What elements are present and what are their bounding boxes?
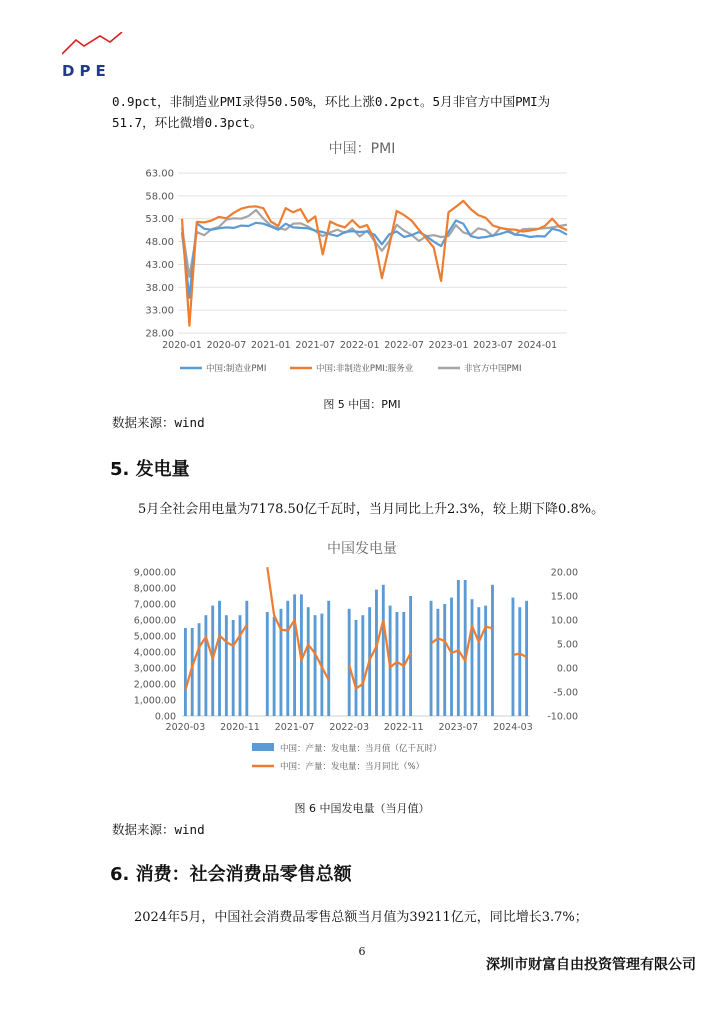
pmi-x-tick-label: 2023-01 (428, 340, 469, 351)
power-y-tick-label: 3,000.00 (133, 663, 176, 675)
power-x-tick-label: 2024-03 (493, 722, 533, 733)
power-bar (464, 580, 467, 716)
power-bar (239, 615, 242, 716)
power-bar (430, 601, 433, 716)
section-5-heading: 5. 发电量 (110, 459, 190, 480)
power-y-tick-label: 1,000.00 (133, 695, 176, 707)
power-bar (314, 615, 317, 716)
section-6-heading: 6. 消费：社会消费品零售总额 (110, 864, 352, 885)
power-bar (355, 620, 358, 716)
power-bar (436, 609, 439, 716)
power-bar (512, 598, 515, 716)
intro-line-2: 51.7，环比微增0.3pct。 (112, 115, 263, 130)
power-bar (198, 623, 201, 716)
pmi-y-tick-label: 63.00 (145, 168, 174, 180)
power-y2-tick-label: 15.00 (550, 591, 578, 603)
power-x-tick-label: 2023-07 (438, 722, 479, 733)
pmi-caption: 图 5 中国：PMI (323, 398, 401, 411)
pmi-x-tick-label: 2022-01 (339, 340, 380, 351)
power-y2-tick-label: 10.00 (550, 615, 578, 627)
power-yoy-line (349, 620, 410, 689)
power-y-tick-label: 7,000.00 (133, 599, 176, 611)
power-bar (286, 601, 289, 716)
power-bar (184, 628, 187, 716)
power-bar (484, 606, 487, 716)
power-y2-tick-label: 0.00 (556, 663, 578, 675)
power-bar (375, 590, 378, 716)
pmi-y-tick-label: 38.00 (145, 282, 174, 294)
power-caption: 图 6 中国发电量（当月值） (294, 802, 430, 815)
power-y2-tick-label: 5.00 (556, 639, 578, 651)
power-x-tick-label: 2021-07 (274, 722, 315, 733)
power-y-tick-label: 4,000.00 (133, 647, 176, 659)
power-bar (232, 620, 235, 716)
company-name: 深圳市财富自由投资管理有限公司 (486, 957, 696, 973)
section-6-text: 2024年5月，中国社会消费品零售总额当月值为39211亿元，同比增长3.7%； (134, 910, 588, 925)
section-5-text: 5月全社会用电量为7178.50亿千瓦时，当月同比上升2.3%，较上期下降0.8%。 (138, 502, 605, 517)
pmi-y-tick-label: 58.00 (145, 191, 174, 203)
power-x-tick-label: 2022-11 (383, 722, 424, 733)
power-legend-label: 中国：产量：发电量：当月同比（%） (280, 762, 425, 772)
pmi-x-tick-label: 2023-07 (473, 340, 513, 351)
pmi-y-tick-label: 43.00 (145, 259, 174, 271)
pmi-x-tick-label: 2021-07 (295, 340, 336, 351)
power-yoy-line (267, 567, 328, 680)
power-bar (491, 585, 494, 716)
power-y-tick-label: 0.00 (154, 711, 176, 723)
power-bar (293, 594, 296, 716)
power-bar (518, 607, 521, 716)
power-bar (266, 612, 269, 716)
pmi-chart-title: 中国：PMI (328, 141, 396, 157)
power-chart-title: 中国发电量 (327, 541, 397, 557)
power-legend-label: 中国：产量：发电量：当月值（亿千瓦时） (280, 744, 442, 754)
power-x-tick-label: 2020-03 (165, 722, 206, 733)
power-bar (280, 609, 283, 716)
pmi-x-tick-label: 2020-01 (162, 340, 202, 351)
power-y2-tick-label: -5.00 (553, 687, 578, 699)
power-bar (307, 607, 310, 716)
power-bar (204, 615, 207, 716)
intro-line-1: 0.9pct，非制造业PMI录得50.50%，环比上涨0.2pct。5月非官方中国PMI为 (112, 94, 551, 109)
power-legend-swatch (252, 743, 274, 751)
pmi-chart (112, 155, 612, 385)
power-bar (218, 601, 221, 716)
power-bar (211, 606, 214, 716)
power-bar (457, 580, 460, 716)
power-x-tick-label: 2022-03 (329, 722, 370, 733)
power-y-tick-label: 6,000.00 (133, 615, 176, 627)
pmi-y-tick-label: 48.00 (145, 237, 174, 249)
power-bar (382, 585, 385, 716)
page-number: 6 (358, 945, 366, 958)
logo-text: DPE (62, 62, 111, 80)
pmi-x-tick-label: 2024-01 (517, 340, 558, 351)
pmi-legend-label: 中国:非制造业PMI:服务业 (316, 364, 414, 374)
power-bar (273, 617, 276, 716)
pmi-x-tick-label: 2022-07 (384, 340, 424, 351)
power-chart (112, 560, 612, 782)
power-bar (477, 607, 480, 716)
power-bar (327, 601, 330, 716)
power-y-tick-label: 5,000.00 (133, 631, 176, 643)
power-bar (443, 604, 446, 716)
power-source: 数据来源：wind (112, 822, 205, 837)
power-y-tick-label: 9,000.00 (133, 567, 176, 579)
pmi-legend-label: 中国:制造业PMI (206, 364, 267, 374)
power-y2-tick-label: 20.00 (550, 567, 578, 579)
power-bar (450, 598, 453, 716)
power-bar (361, 615, 364, 716)
power-bar (348, 609, 351, 716)
pmi-legend-label: 非官方中国PMI (464, 364, 522, 374)
pmi-y-tick-label: 28.00 (145, 328, 174, 340)
pmi-y-tick-label: 53.00 (145, 214, 174, 226)
pmi-x-tick-label: 2020-07 (206, 340, 247, 351)
power-bar (525, 601, 528, 716)
power-yoy-line (185, 625, 246, 690)
pmi-x-tick-label: 2021-01 (250, 340, 291, 351)
power-x-tick-label: 2020-11 (220, 722, 260, 733)
pmi-source: 数据来源：wind (112, 415, 205, 430)
pmi-y-tick-label: 33.00 (145, 305, 174, 317)
power-bar (245, 601, 248, 716)
power-y-tick-label: 8,000.00 (133, 583, 176, 595)
power-y-tick-label: 2,000.00 (133, 679, 176, 691)
power-y2-tick-label: -10.00 (547, 711, 578, 723)
pmi-series-line (182, 221, 567, 298)
power-bar (225, 615, 228, 716)
power-bar (471, 599, 474, 716)
power-yoy-line (431, 626, 492, 661)
